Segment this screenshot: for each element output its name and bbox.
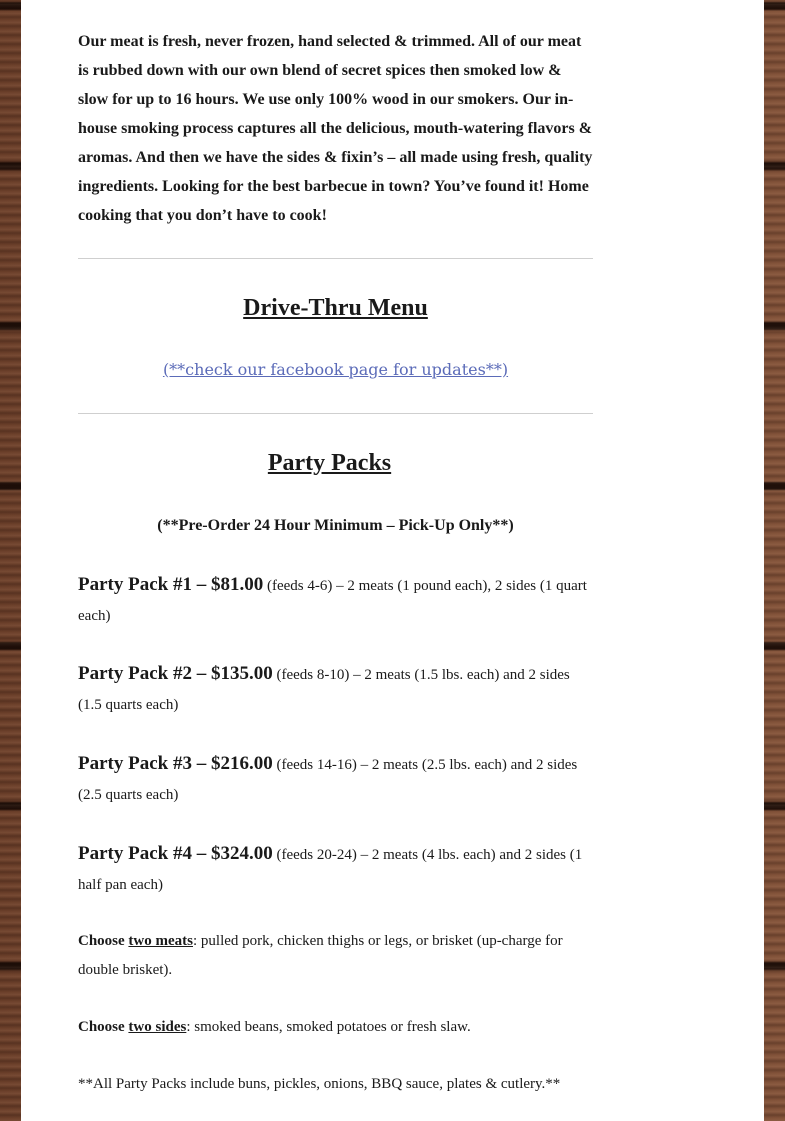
- choose-label: Choose: [78, 1019, 129, 1035]
- party-pack-name: Party Pack #2 – $135.00: [78, 663, 273, 684]
- meat-options: : pulled pork, chicken thighs or legs, or brisket (up-charge for double brisket).: [78, 933, 563, 978]
- party-pack-inclusions-note: **All Party Packs include buns, pickles, onions, BBQ sauce, plates & cutlery.**: [78, 1076, 561, 1092]
- party-pack-name: Party Pack #4 – $324.00: [78, 843, 273, 864]
- party-pack-details: (feeds 4-6) – 2 meats (1 pound each), 2 sides (1 quart each): [78, 578, 587, 624]
- party-pack-4: [78, 839, 593, 900]
- two-meats-emphasis: two meats: [128, 933, 193, 949]
- party-pack-name: Party Pack #3 – $216.00: [78, 753, 273, 774]
- divider: [78, 413, 593, 414]
- party-pack-details: (feeds 20-24) – 2 meats (4 lbs. each) and 2 sides (1 half pan each): [78, 847, 583, 893]
- party-pack-3: [78, 749, 593, 810]
- party-pack-details: (feeds 14-16) – 2 meats (2.5 lbs. each) and 2 sides (2.5 quarts each): [78, 757, 578, 803]
- choose-label: Choose: [78, 933, 129, 949]
- party-pack-name: Party Pack #1 – $81.00: [78, 574, 264, 595]
- choose-meats: [78, 927, 593, 985]
- party-pack-2: [78, 659, 593, 720]
- choose-sides: [78, 1013, 593, 1042]
- party-packs-title[interactable]: Party Packs: [267, 450, 392, 476]
- party-pack-1: [78, 570, 593, 631]
- intro-paragraph: Our meat is fresh, never frozen, hand selected & trimmed. All of our meat is rubbed down with our own blend of secret spices then smoked low & slow for up to 16 hours. We use only 100% wood in our smokers. Our in-house smoking process captures all the delicious, mouth-watering flavors & aromas. And then we have the sides & fixin’s – all made using fresh, quality ingredients. Looking for the best barbecue in town? You’ve found it! Home cooking that you don’t have to cook!: [78, 33, 593, 224]
- party-pack-details: (feeds 8-10) – 2 meats (1.5 lbs. each) and 2 sides (1.5 quarts each): [78, 667, 570, 713]
- content-panel: [21, 0, 764, 1121]
- facebook-link-wrapper: [78, 358, 593, 382]
- divider: [78, 258, 593, 259]
- two-sides-emphasis: two sides: [128, 1019, 187, 1035]
- side-options: : smoked beans, smoked potatoes or fresh slaw.: [186, 1019, 471, 1035]
- facebook-updates-link[interactable]: (**check our facebook page for updates**): [162, 360, 509, 379]
- drive-thru-menu-title[interactable]: Drive-Thru Menu: [243, 295, 428, 321]
- preorder-note: (**Pre-Order 24 Hour Minimum – Pick-Up Only**): [157, 517, 514, 534]
